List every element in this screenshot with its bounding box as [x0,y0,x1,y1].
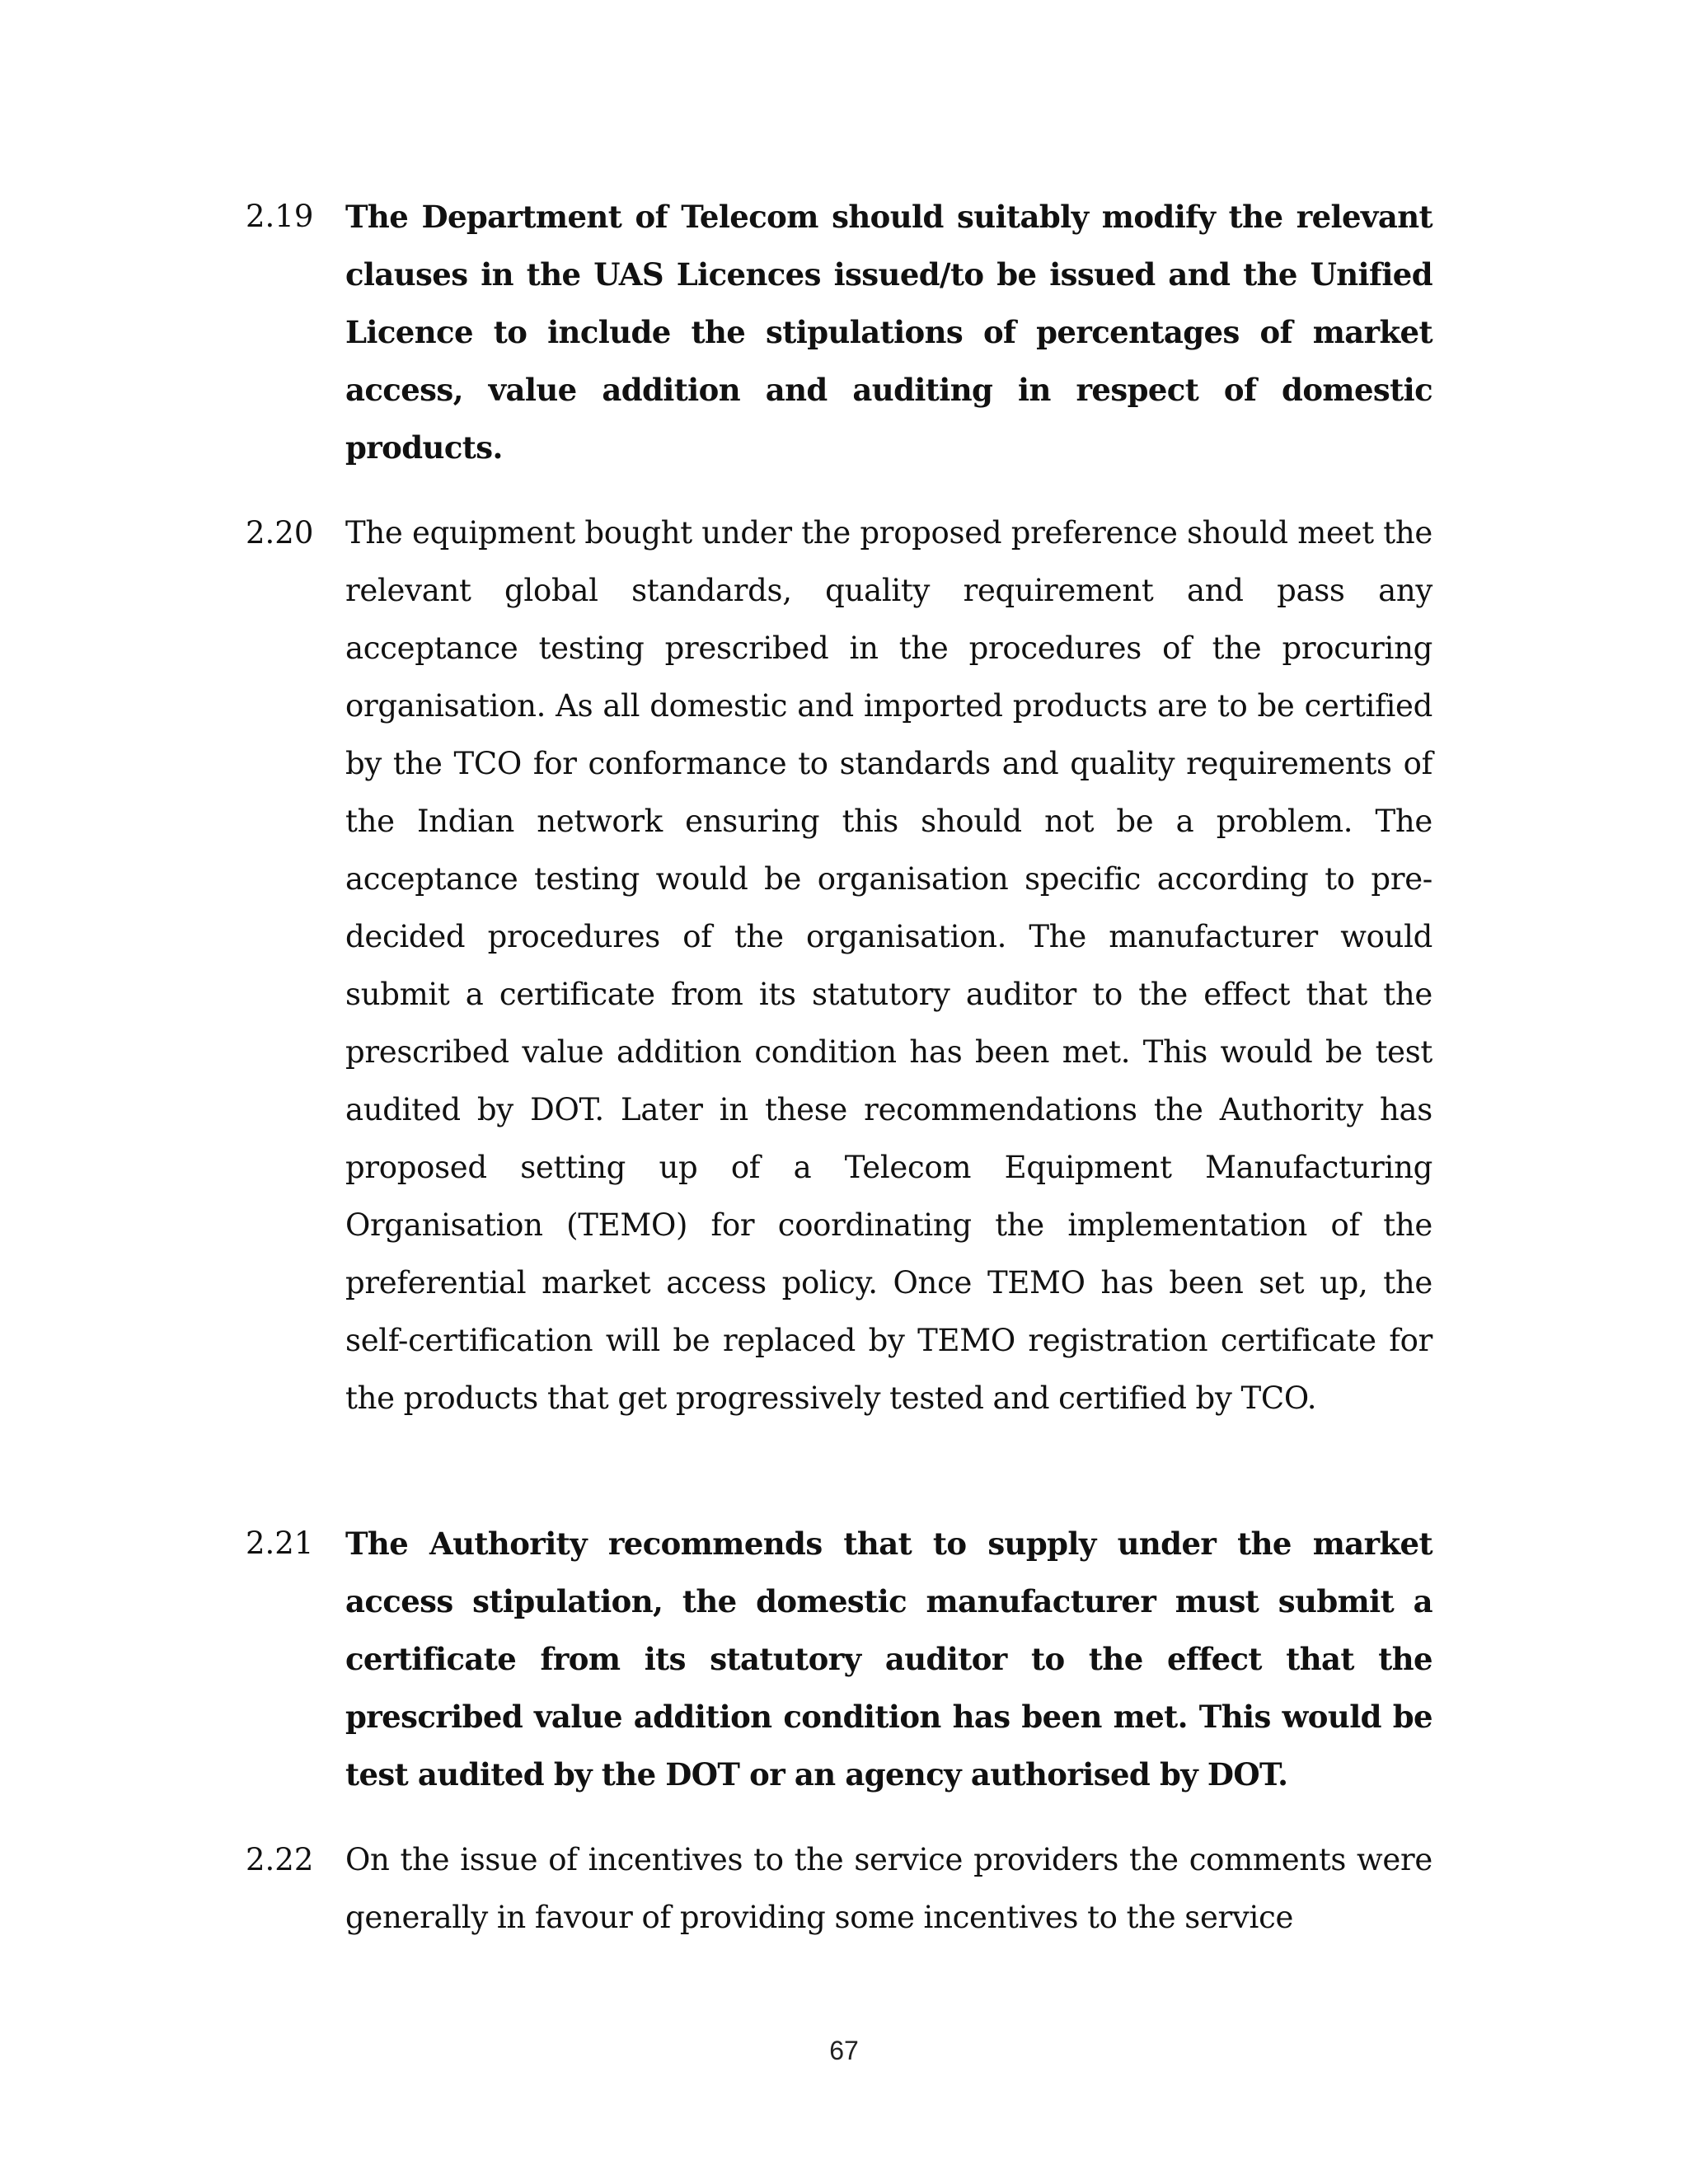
paragraph-number: 2.20 [246,515,314,551]
paragraph-text: On the issue of incentives to the service providers the comments were generally in favour of providing some incentives to the service [345,1842,1432,1935]
paragraph-number: 2.22 [246,1842,314,1877]
paragraph-2-20 [246,504,1432,1427]
paragraph-2-19 [246,188,1432,476]
paragraph-number: 2.21 [246,1526,314,1561]
paragraph-2-21 [246,1515,1432,1803]
paragraph-text: The Department of Telecom should suitably modify the relevant clauses in the UAS Licences issued/to be issued and the Unified Licence to include the stipulations of percentages of market access, value addition and auditing in respect of domestic products. [345,199,1432,466]
page-number: 67 [829,2036,859,2065]
paragraph-text: The Authority recommends that to supply under the market access stipulation, the domestic manufacturer must submit a certificate from its statutory auditor to the effect that the prescribed value addition condition has been met. This would be test audited by the DOT or an agency authorised by DOT. [345,1526,1432,1793]
paragraph-text: The equipment bought under the proposed preference should meet the relevant global standards, quality requirement and pass any acceptance testing prescribed in the procedures of the procuring organisation. As all domestic and imported products are to be certified by the TCO for conformance to standards and quality requirements of the Indian network ensuring this should not be a problem. The acceptance testing would be organisation specific according to pre-decided procedures of the organisation. The manufacturer would submit a certificate from its statutory auditor to the effect that the prescribed value addition condition has been met. This would be test audited by DOT. Later in these recommendations the Authority has proposed setting up of a Telecom Equipment Manufacturing Organisation (TEMO) for coordinating the implementation of the preferential market access policy. Once TEMO has been set up, the self-certification will be replaced by TEMO registration certificate for the products that get progressively tested and certified by TCO. [345,515,1432,1416]
paragraph-number: 2.19 [246,199,314,234]
paragraph-2-22 [246,1831,1432,1947]
